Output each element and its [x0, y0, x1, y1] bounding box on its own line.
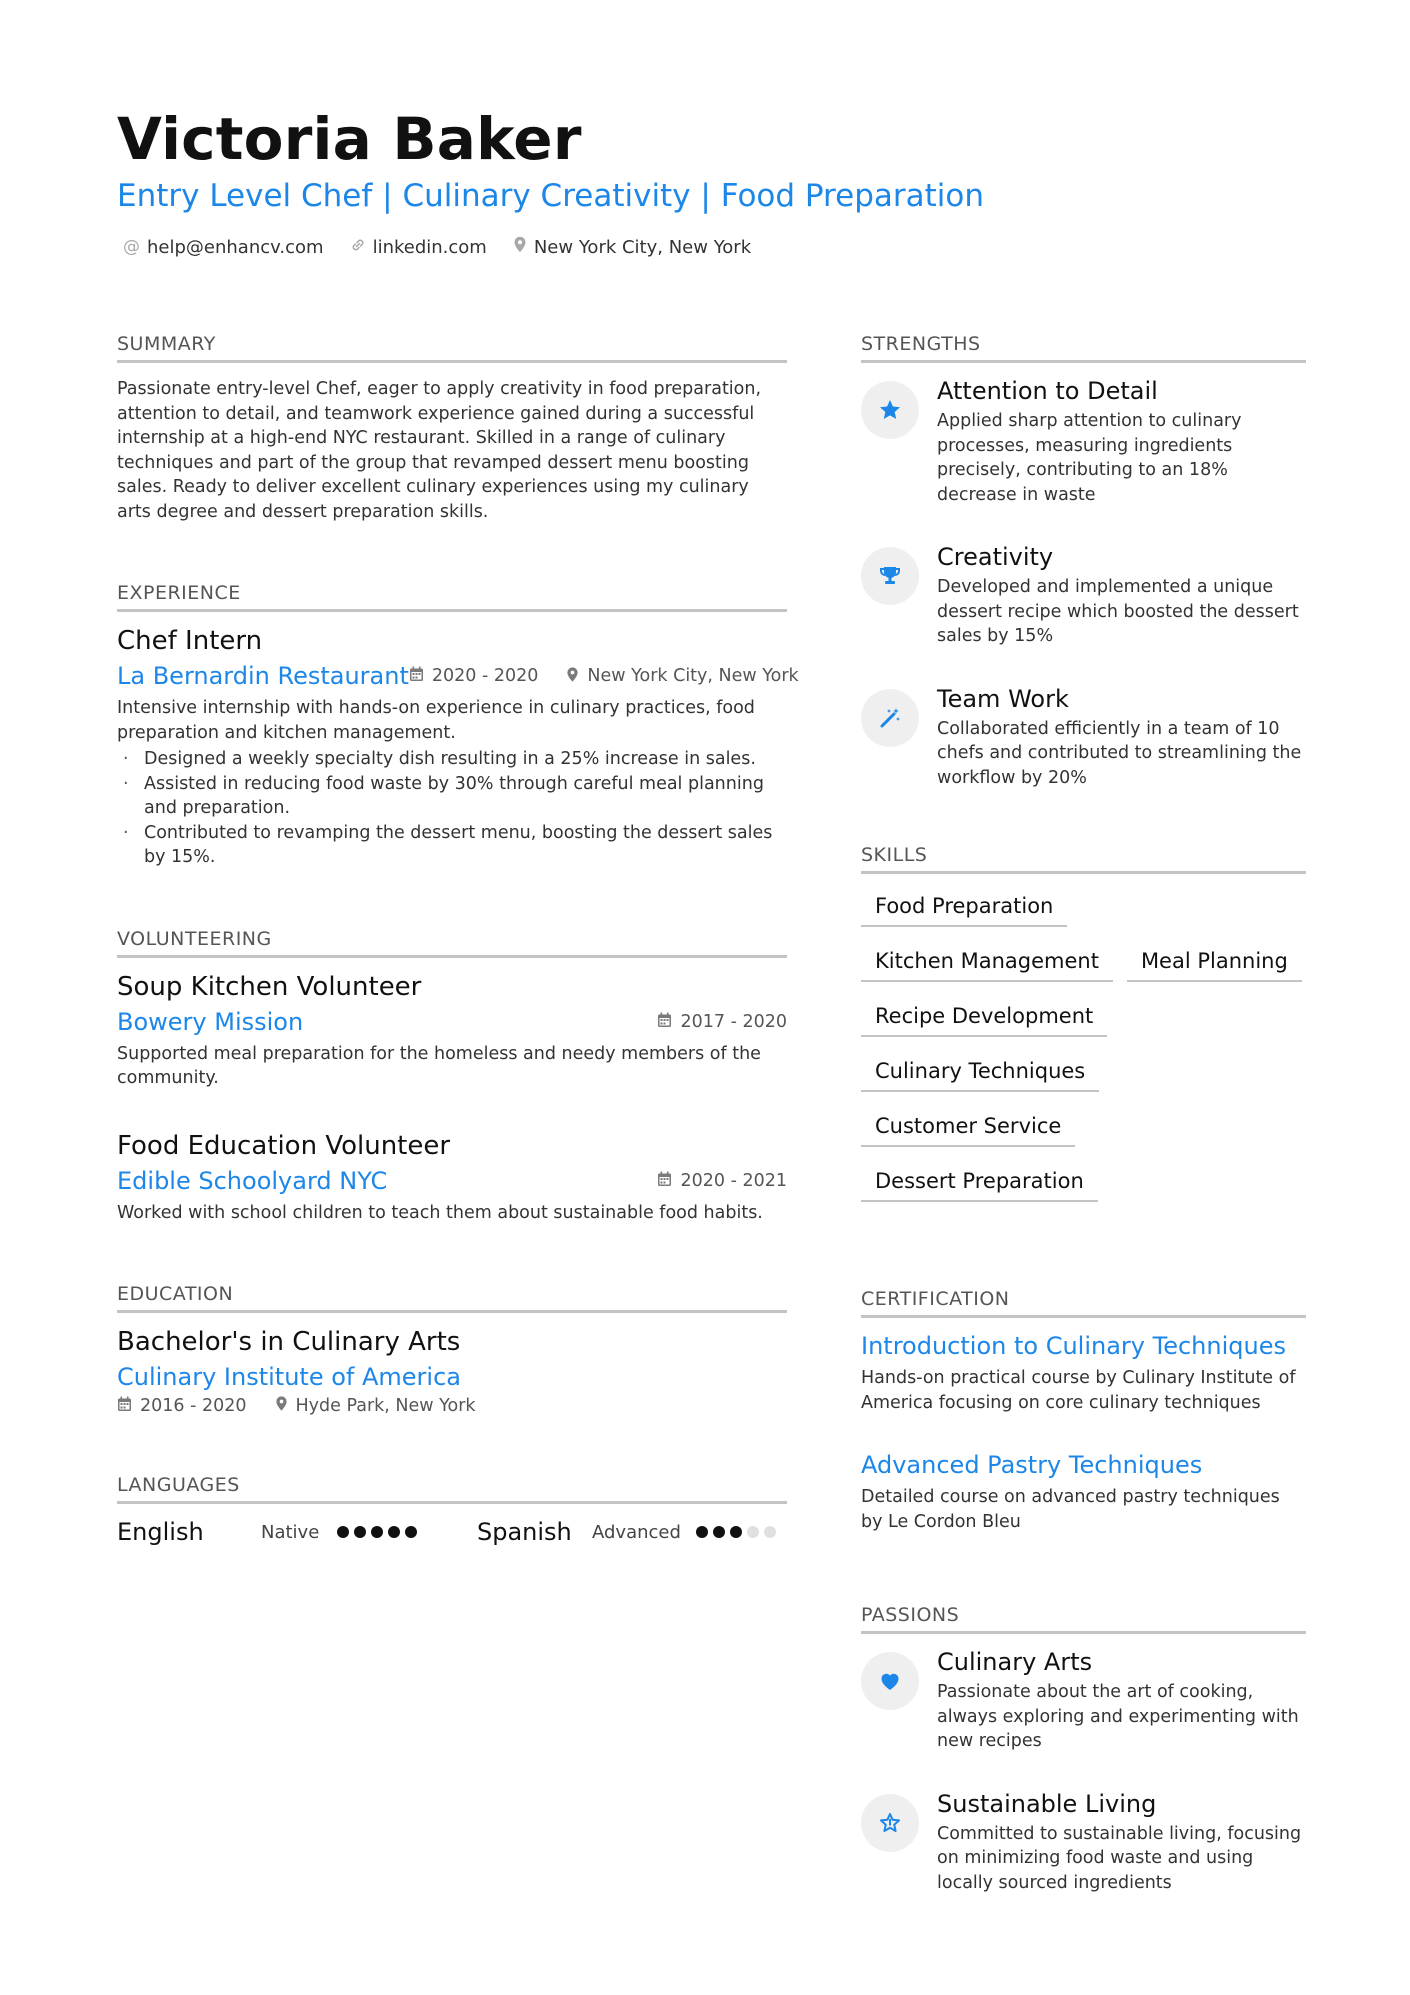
certification-description: Detailed course on advanced pastry techniques by Le Cordon Bleu	[861, 1487, 1280, 1532]
school-name: Culinary Institute of America	[117, 1363, 461, 1391]
languages-row	[117, 1518, 787, 1546]
star-icon	[861, 381, 919, 439]
linkedin-text: linkedin.com	[372, 236, 487, 258]
proficiency-dots	[337, 1526, 417, 1538]
calendar-icon	[409, 666, 424, 686]
achievement-item: · Contributed to revamping the dessert menu, boosting the dessert sales by 15%.	[117, 821, 787, 870]
strength-description: Collaborated efficiently in a team of 10 chefs and contributed to streamlining the workflow by 20%	[937, 718, 1302, 788]
rating-dot-filled	[730, 1526, 742, 1538]
contact-location	[513, 236, 751, 258]
summary-text: Passionate entry-level Chef, eager to apply creativity in food preparation, attention to detail, and teamwork experience gained during a successful internship at a high-end NYC restaurant. Skilled in a range of culinary techniques and part of the group that revamped dessert menu boosting sales. Ready to deliver excellent culinary experiences using my culinary arts degree and dessert preparation skills.	[117, 379, 762, 522]
job-title: Chef Intern	[117, 626, 263, 656]
candidate-name: Victoria Baker	[117, 105, 582, 173]
passions-section	[861, 1604, 1306, 1895]
section-title: CERTIFICATION	[861, 1288, 1306, 1318]
language-item	[477, 1518, 776, 1546]
passion-title: Sustainable Living	[937, 1789, 1157, 1818]
date-range	[657, 1171, 787, 1191]
passion-item	[861, 1648, 1306, 1754]
skill-tags	[861, 888, 1306, 1202]
passion-description: Passionate about the art of cooking, always exploring and experimenting with new recipes	[937, 1682, 1299, 1751]
volunteering-entry	[117, 972, 787, 1091]
language-level: Native	[261, 1521, 320, 1543]
language-item	[117, 1518, 477, 1546]
right-column	[861, 333, 1306, 1953]
heart-icon	[861, 1652, 919, 1710]
contact-bar	[123, 236, 751, 258]
skill-tag: Recipe Development	[861, 998, 1107, 1037]
date-text: 2020 - 2021	[680, 1170, 787, 1191]
skill-tag: Meal Planning	[1127, 943, 1302, 982]
rating-dot-filled	[713, 1526, 725, 1538]
calendar-icon	[657, 1171, 672, 1191]
strength-title: Attention to Detail	[937, 377, 1158, 405]
volunteer-description: Worked with school children to teach them about sustainable food habits.	[117, 1202, 763, 1223]
organization-name: Bowery Mission	[117, 1007, 304, 1036]
certification-title: Advanced Pastry Techniques	[861, 1451, 1203, 1479]
school-location	[275, 1395, 476, 1416]
volunteer-role: Food Education Volunteer	[117, 1130, 451, 1161]
left-column	[117, 333, 799, 1604]
strength-title: Creativity	[937, 543, 1054, 571]
entry-subline	[117, 662, 799, 690]
email-text: help@enhancv.com	[147, 236, 324, 258]
language-name: English	[117, 1518, 204, 1546]
language-level: Advanced	[592, 1521, 681, 1543]
achievement-item: · Designed a weekly specialty dish resulting in a 25% increase in sales.	[117, 747, 787, 772]
passion-item	[861, 1790, 1306, 1896]
achievement-list	[117, 747, 787, 870]
entry-subline	[117, 1167, 787, 1195]
languages-section	[117, 1474, 787, 1546]
section-title: SUMMARY	[117, 333, 787, 363]
strength-item	[861, 543, 1306, 649]
rating-dot-filled	[405, 1526, 417, 1538]
experience-section	[117, 582, 799, 870]
headline: Entry Level Chef | Culinary Creativity | Food Preparation	[117, 178, 984, 214]
certification-description: Hands-on practical course by Culinary Institute of America focusing on core culinary techniques	[861, 1368, 1296, 1413]
date-text: 2016 - 2020	[140, 1395, 247, 1416]
section-title: LANGUAGES	[117, 1474, 787, 1504]
education-section	[117, 1283, 787, 1416]
experience-entry	[117, 626, 799, 870]
job-location	[566, 666, 798, 687]
section-title: VOLUNTEERING	[117, 928, 787, 958]
strength-description: Developed and implemented a unique dessert recipe which boosted the dessert sales by 15%	[937, 577, 1299, 646]
rating-dot-empty	[747, 1526, 759, 1538]
degree-title: Bachelor's in Culinary Arts	[117, 1327, 461, 1357]
rating-dot-filled	[337, 1526, 349, 1538]
date-range	[117, 1396, 247, 1416]
proficiency-dots	[696, 1526, 776, 1538]
volunteer-role: Soup Kitchen Volunteer	[117, 971, 422, 1002]
at-icon: @	[123, 237, 140, 257]
rating-dot-filled	[354, 1526, 366, 1538]
skill-tag: Dessert Preparation	[861, 1163, 1098, 1202]
skill-tag: Kitchen Management	[861, 943, 1113, 982]
volunteering-entry	[117, 1131, 787, 1226]
employer-name: La Bernardin Restaurant	[117, 662, 409, 690]
skill-tag: Customer Service	[861, 1108, 1075, 1147]
location-text: Hyde Park, New York	[295, 1395, 476, 1416]
strength-title: Team Work	[937, 684, 1069, 713]
calendar-icon	[117, 1396, 132, 1416]
date-range	[657, 1012, 787, 1032]
map-pin-icon	[513, 236, 527, 258]
location-text: New York City, New York	[533, 236, 752, 258]
certification-item	[861, 1332, 1306, 1415]
entry-subline	[117, 1008, 787, 1036]
section-title: EXPERIENCE	[117, 582, 787, 612]
volunteering-section	[117, 928, 787, 1226]
date-text: 2017 - 2020	[680, 1011, 787, 1032]
certification-item	[861, 1451, 1306, 1534]
trophy-icon	[861, 547, 919, 605]
location-text: New York City, New York	[587, 666, 799, 686]
language-name: Spanish	[477, 1518, 572, 1546]
strength-item	[861, 377, 1306, 507]
calendar-icon	[657, 1012, 672, 1032]
skill-tag: Food Preparation	[861, 888, 1067, 927]
strength-description: Applied sharp attention to culinary processes, measuring ingredients precisely, contributing to an 18% decrease in waste	[937, 411, 1242, 505]
rating-dot-filled	[696, 1526, 708, 1538]
organization-name: Edible Schoolyard NYC	[117, 1166, 388, 1195]
achievement-item: · Assisted in reducing food waste by 30% through careful meal planning and preparation.	[117, 772, 787, 821]
map-pin-icon	[566, 666, 579, 687]
rating-dot-empty	[764, 1526, 776, 1538]
section-title: EDUCATION	[117, 1283, 787, 1313]
skill-tag: Culinary Techniques	[861, 1053, 1099, 1092]
certification-section	[861, 1288, 1306, 1534]
magic-wand-icon	[861, 689, 919, 747]
passion-description: Committed to sustainable living, focusing on minimizing food waste and using locally sourced ingredients	[937, 1823, 1302, 1893]
education-meta	[117, 1395, 787, 1416]
rating-dot-filled	[371, 1526, 383, 1538]
date-text: 2020 - 2020	[431, 666, 539, 686]
star-outline-icon	[861, 1794, 919, 1852]
strength-item	[861, 685, 1306, 791]
summary-section	[117, 333, 787, 524]
certification-title: Introduction to Culinary Techniques	[861, 1332, 1286, 1360]
passion-title: Culinary Arts	[937, 1648, 1093, 1676]
skills-section	[861, 844, 1306, 1202]
map-pin-icon	[275, 1395, 288, 1416]
section-title: PASSIONS	[861, 1604, 1306, 1634]
section-title: SKILLS	[861, 844, 1306, 874]
strengths-section	[861, 333, 1306, 790]
contact-linkedin[interactable]	[350, 236, 487, 258]
rating-dot-filled	[388, 1526, 400, 1538]
date-range	[409, 666, 539, 686]
contact-email[interactable]	[123, 236, 324, 258]
section-title: STRENGTHS	[861, 333, 1306, 363]
entry-meta	[409, 666, 799, 687]
job-description: Intensive internship with hands-on experience in culinary practices, food preparation and kitchen management.	[117, 698, 755, 743]
volunteer-description: Supported meal preparation for the homeless and needy members of the community.	[117, 1043, 761, 1088]
link-icon	[350, 237, 366, 258]
